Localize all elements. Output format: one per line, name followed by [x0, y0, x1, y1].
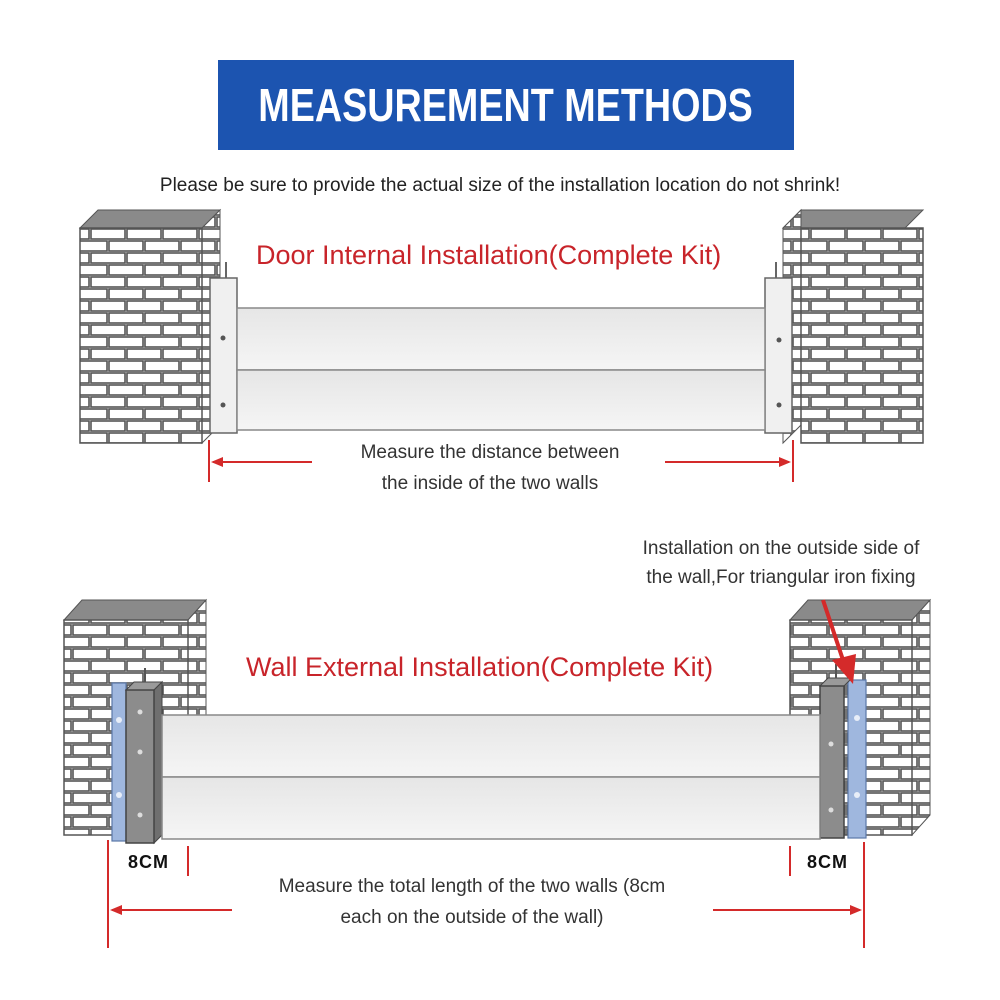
- notice-text: Please be sure to provide the actual size of the installation location do not shrink!: [159, 175, 841, 196]
- flood-panels-top: [237, 308, 765, 430]
- right-bracket-top: [765, 262, 792, 433]
- flood-panels-bottom: [162, 715, 820, 839]
- left-blue-bracket: [112, 683, 126, 841]
- left-dimension-label: 8CM: [128, 852, 170, 872]
- left-wall-top: [80, 210, 220, 443]
- external-caption-line-2: each on the outside of the wall): [340, 907, 604, 928]
- right-wall-top: [783, 210, 923, 443]
- left-grey-post: [126, 668, 162, 843]
- right-blue-bracket: [848, 680, 866, 838]
- internal-heading: Door Internal Installation(Complete Kit): [256, 240, 722, 270]
- internal-caption: [315, 437, 665, 499]
- internal-caption-line-2: the inside of the two walls: [381, 473, 599, 494]
- external-caption: [232, 871, 712, 933]
- internal-caption-line-1: Measure the distance between: [360, 442, 620, 463]
- page-title: MEASUREMENT METHODS: [258, 79, 754, 131]
- external-caption-line-1: Measure the total length of the two walls (8cm: [278, 876, 666, 897]
- external-note: [600, 534, 962, 592]
- external-note-line-2: the wall,For triangular iron fixing: [646, 567, 916, 588]
- external-heading: Wall External Installation(Complete Kit): [246, 652, 714, 682]
- left-bracket-top: [210, 262, 237, 433]
- external-note-line-1: Installation on the outside side of: [642, 538, 920, 559]
- right-dimension-label: 8CM: [807, 852, 849, 872]
